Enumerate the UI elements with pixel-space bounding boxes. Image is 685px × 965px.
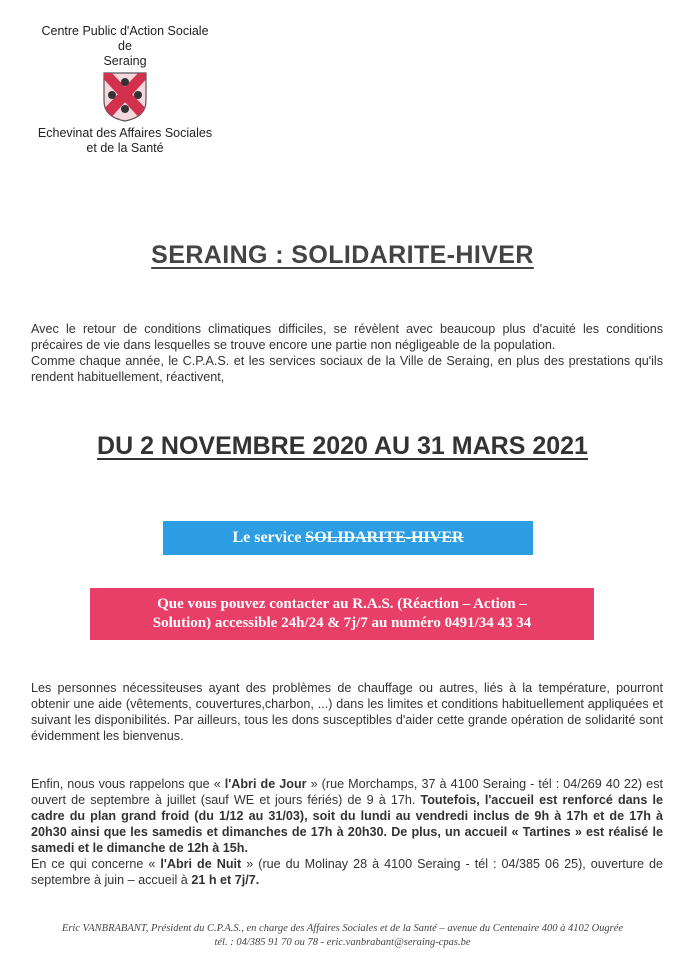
footer (0, 922, 685, 950)
org-name-line2: de (118, 39, 132, 53)
service-prefix: Le service (232, 529, 306, 546)
footer-contact: tél. : 04/385 91 70 ou 78 - eric.vanbrabant@seraing-cpas.be (214, 937, 471, 948)
day-shelter-name: l'Abri de Jour (224, 777, 307, 791)
night-shelter-hours: 21 h et 7j/7. (191, 873, 260, 887)
day-shelter-paragraph: Enfin, nous vous rappelons que « l'Abri de Jour » (rue Morchamps, 37 à 4100 Seraing - tél : 04/269 40 22) est ouvert de septembre à juillet (sauf WE et jours fériés) de 9 à 17h. Toutefois, l'accueil est renforcé dans le cadre du plan grand froid (du 1/12 au 31/03), soit du lundi au vendredi inclus de 9h à 17h et de 17h à 20h30 ainsi que les samedis et dimanches de 17h à 20h30. De plus, un accueil « Tartines » est réalisé le samedi et le dimanche de 12h à 15h. (31, 777, 663, 855)
intro-paragraph-1: Avec le retour de conditions climatiques difficiles, se révèlent avec beaucoup plus d'acuité les conditions précaires de vie dans lesquelles se trouve encore une partie non négligeable de la population. (31, 322, 663, 352)
service-banner (163, 521, 533, 555)
date-range-heading: DU 2 NOVEMBRE 2020 AU 31 MARS 2021 (97, 432, 588, 460)
contact-line-2: Solution) accessible 24h/24 & 7j/7 au numéro 0491/34 43 34 (152, 615, 532, 631)
page-title: SERAING : SOLIDARITE-HIVER (151, 241, 534, 269)
org-name-line1: Centre Public d'Action Sociale (41, 24, 209, 38)
coat-of-arms-icon (102, 71, 148, 123)
shelter-text (31, 776, 663, 888)
intro-paragraph-2: Comme chaque année, le C.P.A.S. et les services sociaux de la Ville de Seraing, en plus des prestations qu'ils rendent habituellement, réactivent, (31, 354, 663, 384)
intro-text (31, 321, 663, 385)
department-line1: Echevinat des Affaires Sociales (37, 126, 213, 140)
footer-author: Eric VANBRABANT, Président du C.P.A.S., en charge des Affaires Sociales et de la Santé – avenue du Centenaire 400 à 4102 Ougrée (61, 923, 624, 934)
letterhead (20, 24, 230, 156)
org-name-line3: Seraing (103, 54, 147, 68)
needs-paragraph: Les personnes nécessiteuses ayant des problèmes de chauffage ou autres, liés à la température, pourront obtenir une aide (vêtements, couvertures,charbon, ...) dans les limites et conditions habituellement appliquées et suivant les disponibilités. Par ailleurs, tous les dons susceptibles d'aider cette grande opération de solidarité sont évidemment les bienvenus. (31, 681, 663, 743)
night-shelter-paragraph: En ce qui concerne « l'Abri de Nuit » (rue du Molinay 28 à 4100 Seraing - tél : 04/385 06 25), ouverture de septembre à juin – accueil à 21 h et 7j/7. (31, 857, 663, 887)
contact-banner (90, 588, 594, 640)
contact-line-1: Que vous pouvez contacter au R.A.S. (Réaction – Action – (157, 596, 527, 612)
service-name: SOLIDARITE-HIVER (305, 529, 464, 546)
department-line2: et de la Santé (86, 141, 164, 155)
extended-hours: Toutefois, l'accueil est renforcé dans le cadre du plan grand froid (du 1/12 au 31/03), soit du lundi au vendredi inclus de 9h à 17h et de 17h à 20h30 ainsi que les samedis et dimanches de 17h à 20h30. De plus, un accueil « Tartines » est réalisé le samedi et le dimanche de 12h à 15h. (31, 793, 663, 855)
night-shelter-name: l'Abri de Nuit (160, 857, 242, 871)
